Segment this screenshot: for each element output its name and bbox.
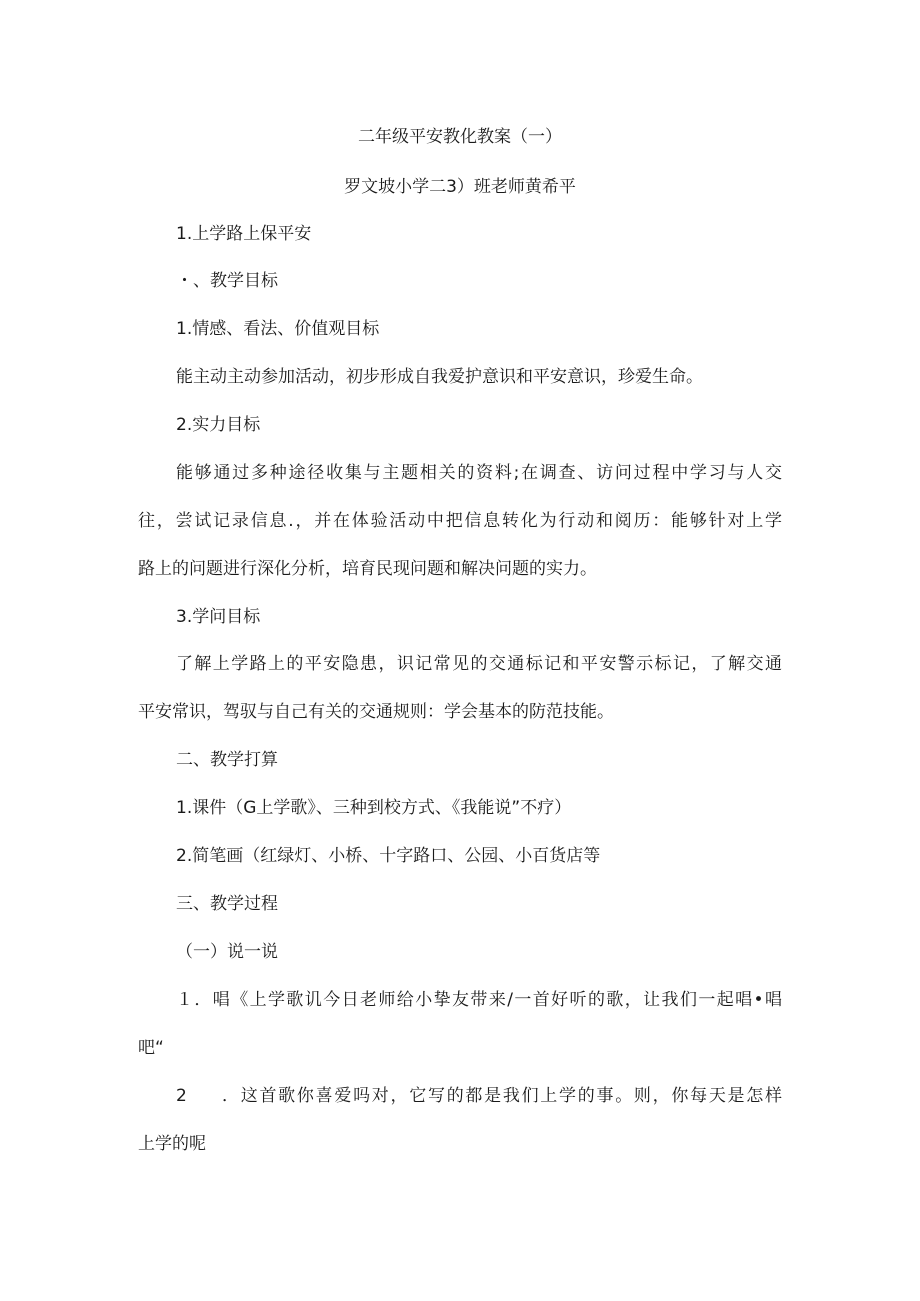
paragraph-knowledge-goals-line2: 平安常识，驾驭与自己有关的交通规则：学会基本的防范技能。 [138, 702, 614, 722]
subheading-emotion-goals: 1.情感、看法、价值观目标 [176, 319, 380, 339]
subheading-say-it: （一）说一说 [176, 942, 278, 962]
process-step-1-line2: 吧“ [138, 1038, 164, 1058]
paragraph-ability-goals-line2: 往，尝试记录信息.，并在体验活动中把信息转化为行动和阅历：能够针对上学 [138, 511, 782, 531]
section-heading-objectives: ・、教学目标 [176, 271, 278, 291]
paragraph-knowledge-goals-line1: 了解上学路上的平安隐患，识记常见的交通标记和平安警示标记，了解交通 [176, 654, 782, 674]
paragraph-ability-goals-line3: 路上的问题进行深化分析，培育民现问题和解决问题的实力。 [138, 559, 597, 579]
author-line: 罗文坡小学二3）班老师黄希平 [344, 177, 576, 197]
process-step-2-number: 2 [176, 1086, 187, 1106]
preparation-item-1: 1.课件（G上学歌》、三种到校方式、《我能说”不疗） [176, 798, 572, 818]
paragraph-emotion-goals: 能主动主动参加活动，初步形成自我爱护意识和平安意识，珍爱生命。 [176, 367, 703, 387]
process-step-2-line2: 上学的呢 [138, 1134, 206, 1154]
subheading-ability-goals: 2.实力目标 [176, 415, 261, 435]
preparation-item-2: 2.简笔画（红绿灯、小桥、十字路口、公园、小百货店等 [176, 846, 601, 866]
process-step-2-line1: ．这首歌你喜爱吗对，它写的都是我们上学的事。则，你每天是怎样 [222, 1086, 782, 1106]
section-heading-process: 三、教学过程 [176, 894, 278, 914]
section-heading-preparation: 二、教学打算 [176, 750, 278, 770]
process-step-1-line1: １．唱《上学歌讥今日老师给小挚友带来/一首好听的歌，让我们一起唱•唱 [176, 990, 782, 1010]
subheading-knowledge-goals: 3.学问目标 [176, 607, 261, 627]
paragraph-ability-goals-line1: 能够通过多种途径收集与主题相关的资料;在调查、访问过程中学习与人交 [176, 463, 782, 483]
document-title: 二年级平安教化教案（一） [358, 127, 562, 147]
lesson-title: 1.上学路上保平安 [176, 224, 312, 244]
